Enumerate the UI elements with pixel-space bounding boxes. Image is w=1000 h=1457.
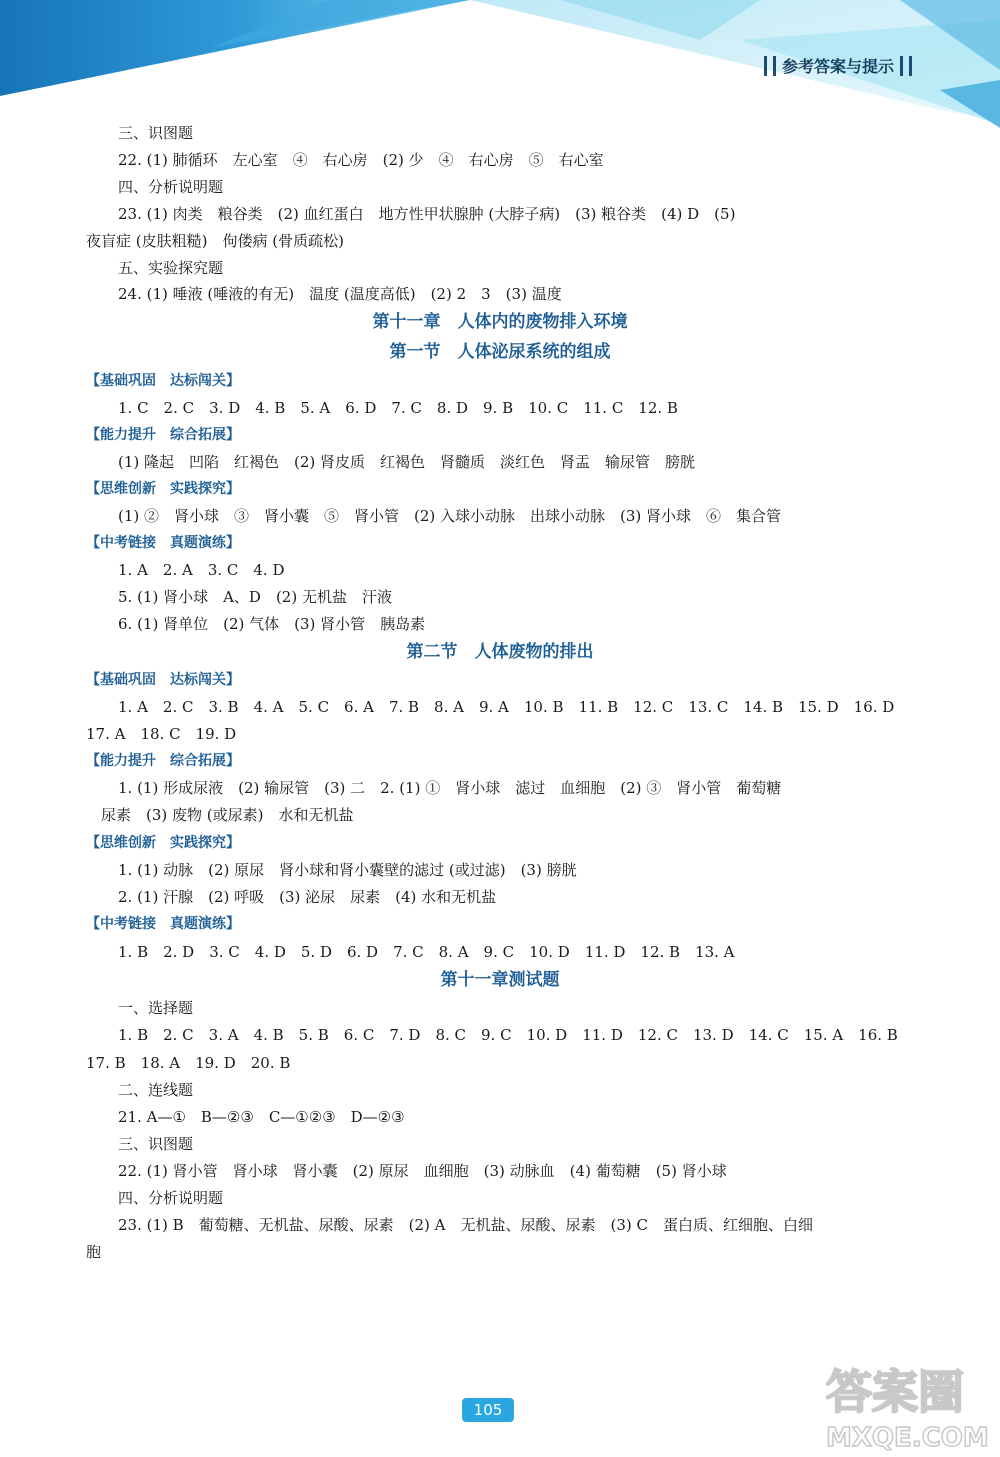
watermark-text: 答案圈 xyxy=(826,1365,964,1419)
category-tag: 【基础巩固 达标闯关】 xyxy=(86,373,240,389)
chapter-title: 第二节 人体废物的排出 xyxy=(406,642,594,662)
header-bar-right-2 xyxy=(909,56,912,76)
header-title-text: 参考答案与提示 xyxy=(781,57,894,76)
section-heading: 三、识图题 xyxy=(118,124,194,142)
answer-continuation: 17. B 18. A 19. D 20. B xyxy=(86,1054,291,1072)
header-bar-right xyxy=(900,56,903,76)
watermark-logo xyxy=(820,1358,995,1453)
answer-continuation: 17. A 18. C 19. D xyxy=(86,725,237,743)
answer-line: 23. (1) 肉类 粮谷类 (2) 血红蛋白 地方性甲状腺肿 (大脖子病) (3) 粮谷类 (4) D (5) xyxy=(118,205,736,223)
answer-line: 1. A 2. A 3. C 4. D xyxy=(118,561,285,579)
answer-line: 21. A—① B—②③ C—①②③ D—②③ xyxy=(118,1108,405,1126)
category-tag: 【能力提升 综合拓展】 xyxy=(86,753,240,769)
answer-line: 2. (1) 汗腺 (2) 呼吸 (3) 泌尿 尿素 (4) 水和无机盐 xyxy=(118,888,497,906)
category-tag: 【能力提升 综合拓展】 xyxy=(86,427,240,443)
answer-continuation: 尿素 (3) 废物 (或尿素) 水和无机盐 xyxy=(86,806,354,824)
section-heading: 四、分析说明题 xyxy=(118,178,224,196)
header-bar-left xyxy=(764,56,767,76)
answer-continuation: 胞 xyxy=(86,1243,102,1261)
section-heading: 四、分析说明题 xyxy=(118,1189,224,1207)
section-heading: 三、识图题 xyxy=(118,1135,194,1153)
answer-line: 24. (1) 唾液 (唾液的有无) 温度 (温度高低) (2) 2 3 (3) 温度 xyxy=(118,285,562,303)
answer-line: 23. (1) B 葡萄糖、无机盐、尿酸、尿素 (2) A 无机盐、尿酸、尿素 (3) C 蛋白质、红细胞、白细 xyxy=(118,1216,814,1234)
answer-line: 1. B 2. C 3. A 4. B 5. B 6. C 7. D 8. C 9. C 10. D 11. D 12. C 13. D 14. C 15. A 16. B xyxy=(118,1026,898,1044)
category-tag: 【思维创新 实践探究】 xyxy=(86,481,240,497)
answer-line: (1) ② 肾小球 ③ 肾小囊 ⑤ 肾小管 (2) 入球小动脉 出球小动脉 (3) 肾小球 ⑥ 集合管 xyxy=(118,507,782,525)
answer-line: 5. (1) 肾小球 A、D (2) 无机盐 汗液 xyxy=(118,588,392,606)
section-heading: 二、连线题 xyxy=(118,1081,194,1099)
chapter-title: 第一节 人体泌尿系统的组成 xyxy=(389,342,611,362)
answer-line: 6. (1) 肾单位 (2) 气体 (3) 肾小管 胰岛素 xyxy=(118,615,426,633)
chapter-title: 第十一章 人体内的废物排入环境 xyxy=(372,312,628,332)
section-heading: 一、选择题 xyxy=(118,999,194,1017)
chapter-title: 第十一章测试题 xyxy=(440,970,560,990)
answer-line: 22. (1) 肺循环 左心室 ④ 右心房 (2) 少 ④ 右心房 ⑤ 右心室 xyxy=(118,151,604,169)
category-tag: 【中考链接 真题演练】 xyxy=(86,916,240,932)
answer-continuation: 夜盲症 (皮肤粗糙) 佝偻病 (骨质疏松) xyxy=(86,232,344,250)
answer-line: 1. (1) 形成尿液 (2) 输尿管 (3) 二 2. (1) ① 肾小球 滤过 血细胞 (2) ③ 肾小管 葡萄糖 xyxy=(118,779,782,797)
category-tag: 【思维创新 实践探究】 xyxy=(86,835,240,851)
header-title xyxy=(764,54,912,77)
category-tag: 【中考链接 真题演练】 xyxy=(86,535,240,551)
answer-line: 1. B 2. D 3. C 4. D 5. D 6. D 7. C 8. A 9. C 10. D 11. D 12. B 13. A xyxy=(118,943,735,961)
answer-line: 1. (1) 动脉 (2) 原尿 肾小球和肾小囊壁的滤过 (或过滤) (3) 膀胱 xyxy=(118,861,577,879)
answer-line: 1. A 2. C 3. B 4. A 5. C 6. A 7. B 8. A 9. A 10. B 11. B 12. C 13. C 14. B 15. D 16. D xyxy=(118,698,895,716)
header-bar-left-2 xyxy=(773,56,776,76)
page-number: 105 xyxy=(462,1398,514,1422)
answer-line: 1. C 2. C 3. D 4. B 5. A 6. D 7. C 8. D 9. B 10. C 11. C 12. B xyxy=(118,399,678,417)
answer-line: 22. (1) 肾小管 肾小球 肾小囊 (2) 原尿 血细胞 (3) 动脉血 (4) 葡萄糖 (5) 肾小球 xyxy=(118,1162,727,1180)
section-heading: 五、实验探究题 xyxy=(118,259,224,277)
answer-line: (1) 隆起 凹陷 红褐色 (2) 肾皮质 红褐色 肾髓质 淡红色 肾盂 输尿管 膀胱 xyxy=(118,453,696,471)
watermark-domain: MXQE.COM xyxy=(826,1423,989,1453)
category-tag: 【基础巩固 达标闯关】 xyxy=(86,672,240,688)
